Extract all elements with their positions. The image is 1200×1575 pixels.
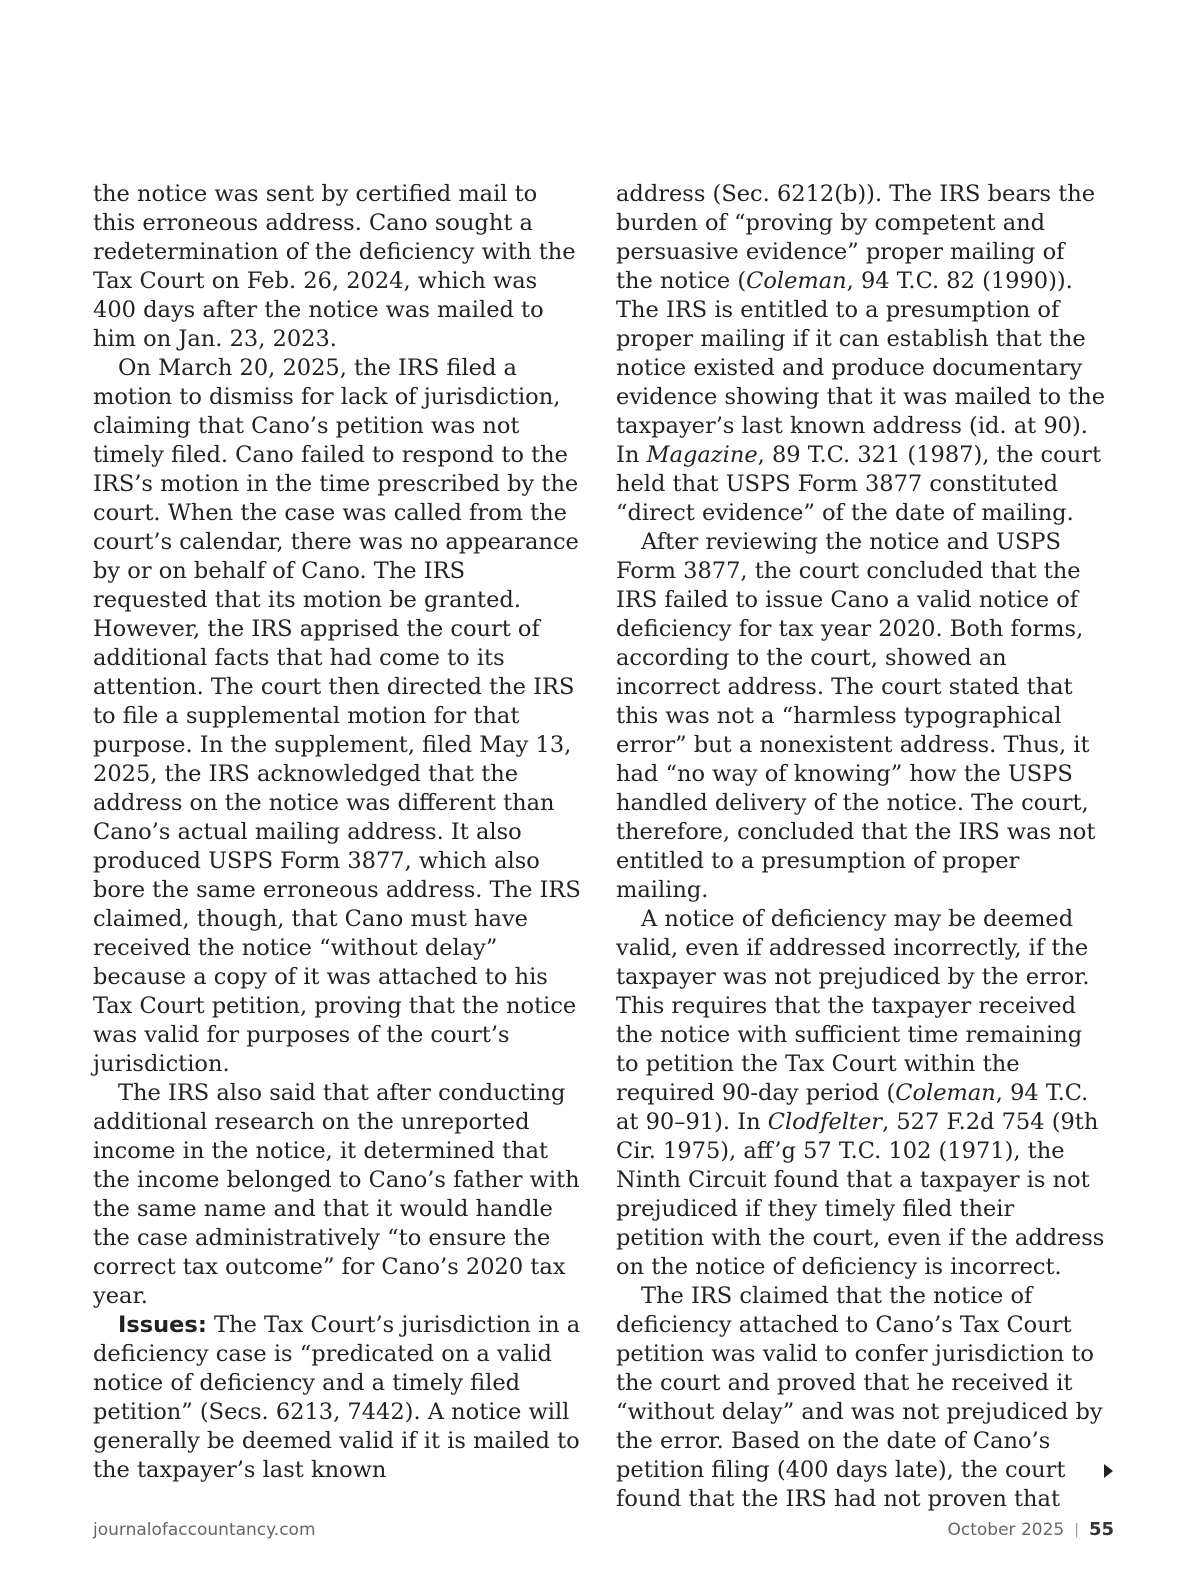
right-paragraph-4: The IRS claimed that the notice of deficiency attached to Cano’s Tax Court petition was valid to confer jurisdiction to the court and proved that he received it “without delay” and was not prejudiced by the error. Based on the date of Cano’s petition filing (400 days late), the court found that the IRS had not proven that: [616, 1283, 1103, 1512]
right-paragraph-1: [616, 180, 1106, 528]
footer-separator: |: [1074, 1522, 1079, 1538]
text-run: , 94 T.C. at 90–91). In: [616, 1080, 1089, 1135]
case-name: Coleman: [746, 268, 847, 294]
left-paragraph-3: The IRS also said that after conducting additional research on the unreported income in the notice, it determined that the income belonged to Cano’s father with the same name and that it would handle the case administratively “to ensure the correct tax outcome” for Cano’s 2020 tax year.: [93, 1080, 580, 1309]
page-number: 55: [1088, 1519, 1114, 1540]
issues-text: The Tax Court’s jurisdiction in a deficiency case is “predicated on a valid notice of deficiency and a timely filed petition” (Secs. 6213, 7442). A notice will generally be deemed valid if it is mailed to the taxpayer’s last known: [93, 1312, 581, 1483]
right-paragraph-2: After reviewing the notice and USPS Form 3877, the court concluded that the IRS failed to issue Cano a valid notice of deficiency for tax year 2020. Both forms, according to the court, showed an incorrect address. The court stated that this was not a “harmless typographical error” but a nonexistent address. Thus, it had “no way of knowing” how the USPS handled delivery of the notice. The court, therefore, concluded that the IRS was not entitled to a presumption of proper mailing.: [616, 529, 1096, 903]
text-run: , 94 T.C. 82 (1990)). The IRS is entitled to a presumption of proper mailing if it can establish that the notice existed and produce documentary evidence showing that it was mailed to the taxpayer’s last known address (id. at 90). In: [616, 268, 1106, 468]
text-run: A notice of deficiency may be deemed valid, even if addressed incorrectly, if the taxpayer was not prejudiced by the error. This requires that the taxpayer received the notice with sufficient time remaining to petition the Tax Court within the required 90-day period (: [616, 906, 1090, 1106]
issues-label: Issues:: [118, 1312, 207, 1338]
right-paragraph-3: [616, 905, 1106, 1282]
text-run: , 89 T.C. 321 (1987), the court held that USPS Form 3877 constituted “direct evidence” of the date of mailing.: [616, 442, 1101, 526]
case-name: Magazine: [646, 442, 758, 468]
continue-arrow-icon: [1104, 1464, 1113, 1478]
case-name: Coleman: [895, 1080, 996, 1106]
text-run: address (Sec. 6212(b)). The IRS bears the burden of “proving by competent and persuasive evidence” proper mailing of the notice (: [616, 181, 1096, 294]
left-column: [93, 180, 583, 1485]
left-paragraph-1: the notice was sent by certified mail to this erroneous address. Cano sought a redetermination of the deficiency with the Tax Court on Feb. 26, 2024, which was 400 days after the notice was mailed to him on Jan. 23, 2023.: [93, 181, 576, 352]
footer-right: [948, 1518, 1114, 1542]
footer-website: journalofaccountancy.com: [93, 1520, 316, 1540]
left-paragraph-2: On March 20, 2025, the IRS filed a motion to dismiss for lack of jurisdiction, claiming that Cano’s petition was not timely filed. Cano failed to respond to the IRS’s motion in the time prescribed by the court. When the case was called from the court’s calendar, there was no appearance by or on behalf of Cano. The IRS requested that its motion be granted. However, the IRS apprised the court of additional facts that had come to its attention. The court then directed the IRS to file a supplemental motion for that purpose. In the supplement, filed May 13, 2025, the IRS acknowledged that the address on the notice was different than Cano’s actual mailing address. It also produced USPS Form 3877, which also bore the same erroneous address. The IRS claimed, though, that Cano must have received the notice “without delay” because a copy of it was attached to his Tax Court petition, proving that the notice was valid for purposes of the court’s jurisdiction.: [93, 355, 581, 1077]
case-name: Clodfelter: [767, 1109, 883, 1135]
left-paragraph-4: [93, 1311, 583, 1485]
footer-date: October 2025: [947, 1520, 1065, 1540]
text-run: , 527 F.2d 754 (9th Cir. 1975), aff’g 57 T.C. 102 (1971), the Ninth Circuit found that a taxpayer is not prejudiced if they timely filed their petition with the court, even if the address on the notice of deficiency is incorrect.: [616, 1109, 1105, 1280]
right-column: [616, 180, 1106, 1514]
